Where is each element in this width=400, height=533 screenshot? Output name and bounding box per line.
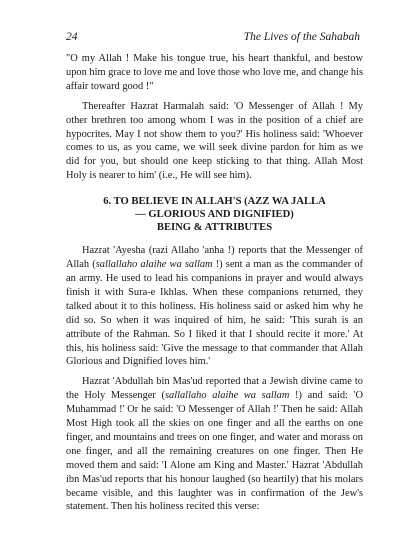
paragraph-abdullah-salutation: sallallaho alaihe wa sallam <box>164 390 290 402</box>
paragraph-harmalah: Thereafter Hazrat Harmalah said: 'O Messenger of Allah ! My other brethren too among whom I was in the position of a chief are hypocrites. May I not show them to you?' His holiness said: 'Whoever comes to us, as you came, we will seek divine pardon for him as we did for you, but should one keep sticking to that thing. Allah Most Holy is nearer to him' (i.e., He will see him). <box>66 100 363 182</box>
paragraph-ayesha <box>66 244 363 369</box>
paragraph-ayesha-text-a: Hazrat 'Ayesha (razi Allaho 'anha !) reports that the Messenger of Allah ( <box>66 245 363 271</box>
running-title: The Lives of the Sahabah <box>243 31 360 43</box>
paragraph-abdullah <box>66 375 363 514</box>
paragraph-ayesha-salutation: sallallaho alaihe wa sallam <box>95 259 213 271</box>
paragraph-ayesha-text-b: !) sent a man as the commander of an army. He used to lead his companions in prayer and would always finish it with Sura-e Ikhlas. When these companions returned, they talked about it to this holiness. His holiness said or asked him why he did so. So when it was inquired of him, he said: 'This surah is an attribute of the Rahman. So I liked it that I should recite it more.' At this, his holiness said: 'Give the message to that commander that Allah Glorious and Dignified loves him.' <box>66 259 363 368</box>
section-heading <box>66 195 363 234</box>
paragraph-abdullah-text-a: Hazrat 'Abdullah bin Mas'ud reported that a Jewish divine came to the Holy Messenger ( <box>66 376 363 402</box>
section-heading-line-3: BEING & ATTRIBUTES <box>156 222 273 234</box>
paragraph-prayer-quote: "O my Allah ! Make his tongue true, his heart thankful, and bestow upon him grace to love me and love those who love me, and change his affair toward good !" <box>66 53 363 92</box>
section-heading-line-1: 6. TO BELIEVE IN ALLAH'S (AZZ WA JALLA <box>103 196 326 208</box>
page-body <box>66 52 363 520</box>
paragraph-abdullah-text-b: !) and said: 'O Muhammad !' Or he said: 'O Messenger of Allah !' Then he said: Allah Most High took all the skies on one finger and all the earths on one finger, and mountains and trees on one finger, and water and morass on one finger, and all the remaining creatures on one finger. Then He moved them and said: 'I Alone am King and Master.' Hazrat 'Abdullah ibn Mas'ud reports that his honour laughed (so heartily) that his molars became visible, and this laughter was in confirmation of the Jew's statement. Then his holiness recited this verse: <box>66 390 363 513</box>
page-number: 24 <box>66 31 78 43</box>
section-heading-line-2: — GLORIOUS AND DIGNIFIED) <box>135 209 294 221</box>
page-header <box>66 31 360 43</box>
